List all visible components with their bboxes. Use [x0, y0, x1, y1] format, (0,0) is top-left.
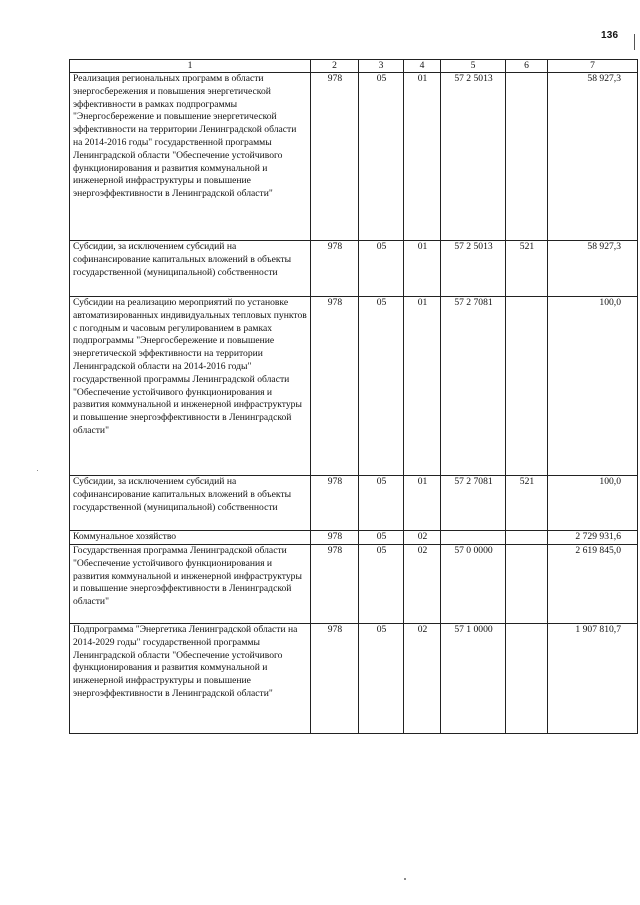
- cell-target-article: 57 0 0000: [441, 545, 506, 624]
- table-row: [70, 476, 638, 531]
- cell-expense-type: [506, 624, 548, 734]
- cell-expense-type: [506, 531, 548, 545]
- cell-target-article: [441, 531, 506, 545]
- cell-amount: 1 907 810,7: [548, 624, 638, 734]
- table-row: [70, 545, 638, 624]
- cell-subsection: 01: [404, 297, 441, 476]
- cell-subsection: 02: [404, 624, 441, 734]
- cell-amount: 2 619 845,0: [548, 545, 638, 624]
- cell-subsection: 01: [404, 73, 441, 241]
- cell-section: 05: [359, 545, 404, 624]
- row-name: Реализация региональных программ в области энергосбережения и повышения энергетической эффективности в рамках подпрограммы "Энергосбережение и повышение энергетической эффективности на территории Ленинградской области на 2014-2016 годы" государственной программы Ленинградской области "Обеспечение устойчивого функционирования и развития коммунальной и инженерной инфраструктуры и повышение энергоэффективности в Ленинградской области": [70, 73, 311, 241]
- row-name: Субсидии, за исключением субсидий на софинансирование капитальных вложений в объекты государственной (муниципальной) собственности: [70, 476, 311, 531]
- header-cell: 3: [359, 60, 404, 73]
- cell-target-article: 57 1 0000: [441, 624, 506, 734]
- row-name: Субсидии на реализацию мероприятий по установке автоматизированных индивидуальных тепловых пунктов с погодным и часовым регулированием в рамках подпрограммы "Энергосбережение и повышение энергетической эффективности на территории Ленинградской области на 2014-2016 годы" государственной программы Ленинградской области "Обеспечение устойчивого функционирования и развития коммунальной и инженерной инфраструктуры и повышение энергоэффективности в Ленинградской области": [70, 297, 311, 476]
- cell-target-article: 57 2 5013: [441, 241, 506, 297]
- table-row: [70, 297, 638, 476]
- cell-ministry: 978: [311, 545, 359, 624]
- cell-section: 05: [359, 297, 404, 476]
- cell-target-article: 57 2 7081: [441, 297, 506, 476]
- header-cell: 1: [70, 60, 311, 73]
- cell-subsection: 02: [404, 531, 441, 545]
- cell-subsection: 01: [404, 476, 441, 531]
- cell-section: 05: [359, 73, 404, 241]
- cell-expense-type: [506, 297, 548, 476]
- row-name: Субсидии, за исключением субсидий на софинансирование капитальных вложений в объекты государственной (муниципальной) собственности: [70, 241, 311, 297]
- header-cell: 4: [404, 60, 441, 73]
- scan-speck: [404, 878, 406, 880]
- cell-amount: 2 729 931,6: [548, 531, 638, 545]
- page-number: 136: [601, 30, 619, 41]
- scan-speck: [37, 470, 38, 471]
- cell-amount: 100,0: [548, 297, 638, 476]
- cell-section: 05: [359, 241, 404, 297]
- table-header-row: [70, 60, 638, 73]
- cell-ministry: 978: [311, 297, 359, 476]
- cell-amount: 100,0: [548, 476, 638, 531]
- row-name: Подпрограмма "Энергетика Ленинградской области на 2014-2029 годы" государственной программы Ленинградской области "Обеспечение устойчивого функционирования и развития коммунальной и инженерной инфраструктуры и повышение энергоэффективности в Ленинградской области": [70, 624, 311, 734]
- cell-ministry: 978: [311, 624, 359, 734]
- cell-expense-type: [506, 545, 548, 624]
- header-cell: 2: [311, 60, 359, 73]
- budget-table: [69, 59, 638, 734]
- cell-expense-type: 521: [506, 241, 548, 297]
- cell-ministry: 978: [311, 531, 359, 545]
- cell-ministry: 978: [311, 476, 359, 531]
- table-row: [70, 241, 638, 297]
- cell-target-article: 57 2 7081: [441, 476, 506, 531]
- table-row: [70, 73, 638, 241]
- cell-section: 05: [359, 476, 404, 531]
- cell-expense-type: 521: [506, 476, 548, 531]
- cell-amount: 58 927,3: [548, 241, 638, 297]
- cell-target-article: 57 2 5013: [441, 73, 506, 241]
- cell-section: 05: [359, 624, 404, 734]
- header-cell: 6: [506, 60, 548, 73]
- row-name: Коммунальное хозяйство: [70, 531, 311, 545]
- cell-ministry: 978: [311, 73, 359, 241]
- cell-subsection: 01: [404, 241, 441, 297]
- row-name: Государственная программа Ленинградской области "Обеспечение устойчивого функционирования и развития коммунальной и инженерной инфраструктуры и повышение энергоэффективности в Ленинградской области": [70, 545, 311, 624]
- table-row: [70, 624, 638, 734]
- cell-subsection: 02: [404, 545, 441, 624]
- cell-expense-type: [506, 73, 548, 241]
- cell-amount: 58 927,3: [548, 73, 638, 241]
- table-row: [70, 531, 638, 545]
- header-cell: 5: [441, 60, 506, 73]
- scan-edge-mark: [634, 34, 637, 50]
- cell-section: 05: [359, 531, 404, 545]
- header-cell: 7: [548, 60, 638, 73]
- cell-ministry: 978: [311, 241, 359, 297]
